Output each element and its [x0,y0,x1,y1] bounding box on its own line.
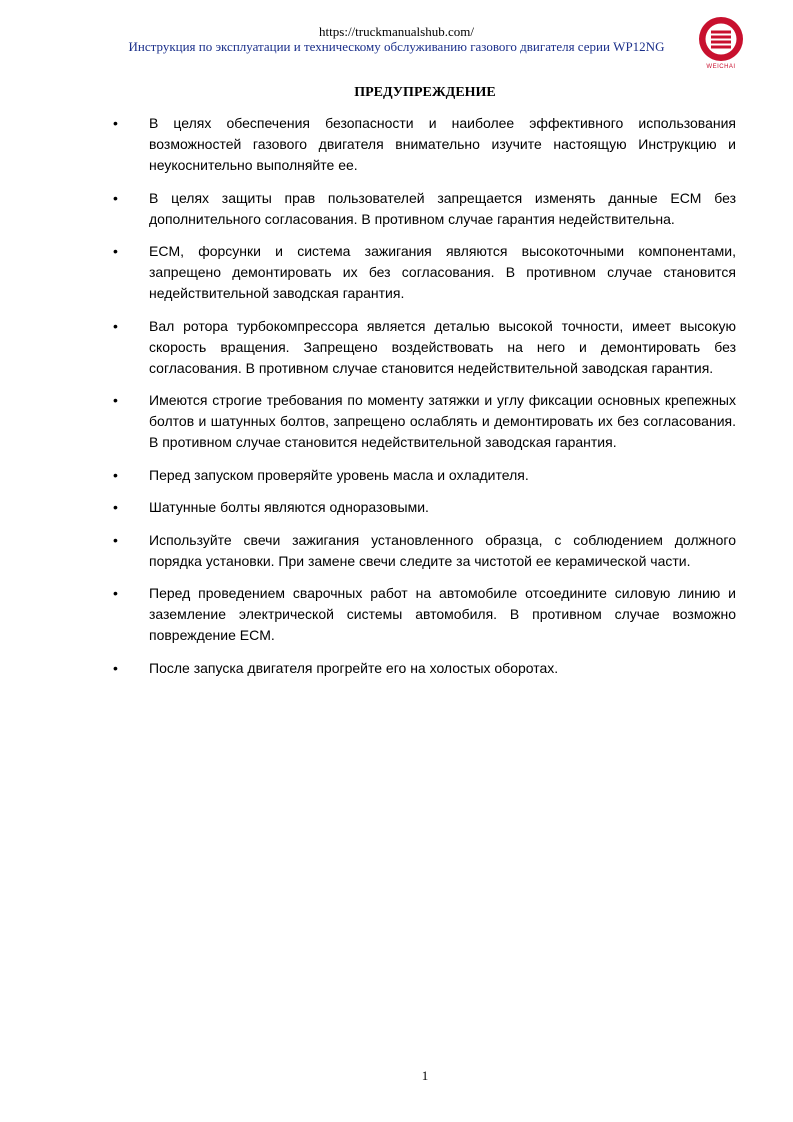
warning-text: Используйте свечи зажигания установленного образца, с соблюдением должного порядка установки. При замене свечи следите за чистотой ее керамической части. [149,531,736,569]
page-number: 1 [421,1068,429,1083]
header-url: https://truckmanualshub.com/ [319,24,474,39]
warning-item [113,497,736,518]
warning-item [113,390,736,453]
weichai-logo [696,14,746,76]
bullet: • [113,392,118,408]
warning-text: Перед проведением сварочных работ на автомобиле отсоедините силовую линию и заземление электрической системы автомобиля. В противном случае возможно повреждение ECM. [149,585,736,643]
warning-text: Шатунные болты являются одноразовыми. [149,499,429,515]
header-title: Инструкция по эксплуатации и техническому обслуживанию газового двигателя серии WP12NG [128,39,665,54]
bullet: • [113,243,118,259]
warning-text: В целях обеспечения безопасности и наиболее эффективного использования возможностей газового двигателя внимательно изучите настоящую Инструкцию и неукоснительно выполняйте ее. [149,115,736,173]
warning-item [113,583,736,646]
bullet: • [113,585,118,601]
warning-text: Вал ротора турбокомпрессора является деталью высокой точности, имеет высокую скорость вращения. Запрещено воздействовать на него и демонтировать без согласования. В противном случае становится недействительной заводская гарантия. [149,317,736,376]
warning-text: В целях защиты прав пользователей запрещается изменять данные ECM без дополнительного согласования. В противном случае гарантия недействительна. [149,189,736,227]
bullet: • [113,466,118,483]
warning-item [113,658,736,679]
warning-item [113,241,736,304]
warning-text: После запуска двигателя прогрейте его на холостых оборотах. [149,659,559,676]
warning-item [113,530,736,572]
bullet: • [113,659,118,676]
warning-text: Перед запуском проверяйте уровень масла и охладителя. [149,466,529,483]
warning-text: Имеются строгие требования по моменту затяжки и углу фиксации основных крепежных болтов и шатунных болтов, запрещено ослаблять и демонтировать их без согласования. В противном случае становится недействительной заводская гарантия. [149,392,736,450]
bullet: • [113,189,118,206]
warning-item [113,465,736,486]
document-title: ПРЕДУПРЕЖДЕНИЕ [354,85,496,100]
bullet: • [113,531,118,548]
logo-text: WEICHAI [706,64,736,70]
bullet: • [113,499,118,515]
warning-item [113,316,736,379]
warning-text: ECM, форсунки и система зажигания являются высокоточными компонентами, запрещено демонтировать их без согласования. В противном случае становится недействительной заводская гарантия. [149,243,736,301]
bullet: • [113,317,118,334]
weichai-logo-icon [696,14,746,64]
warning-item [113,188,736,230]
page-header [0,0,793,80]
warning-item [113,113,736,176]
bullet: • [113,115,118,131]
warning-list [113,113,736,690]
